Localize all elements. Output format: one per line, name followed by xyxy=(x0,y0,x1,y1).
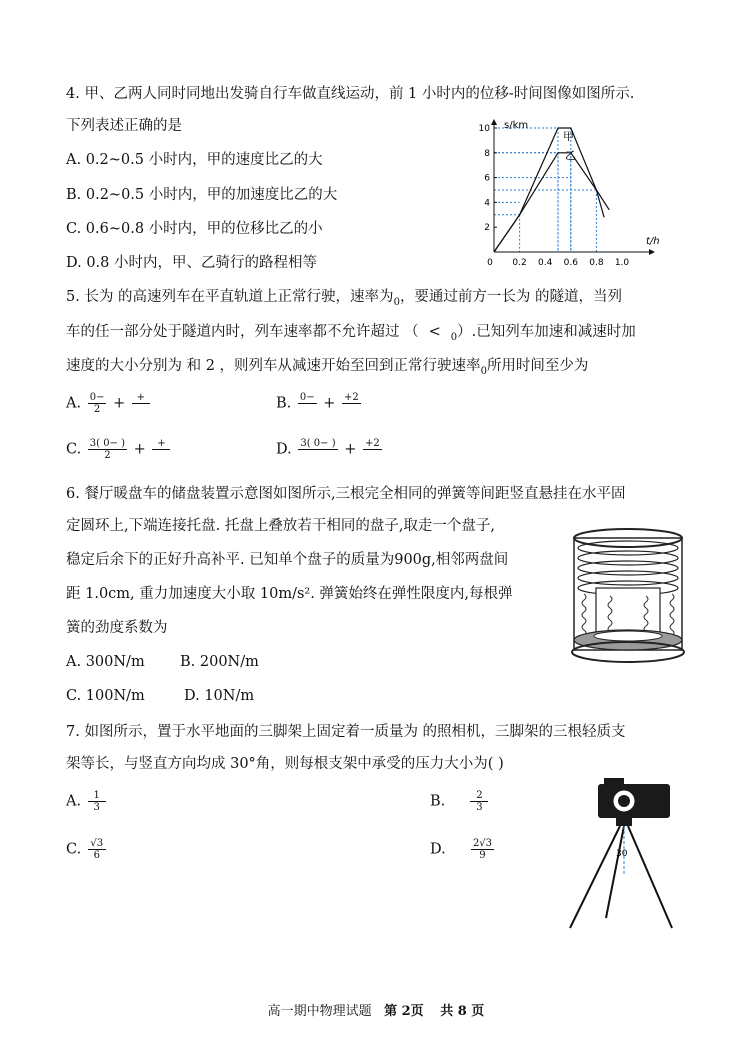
q7-option-b: B. $\frac{2}{3}$ xyxy=(430,790,490,813)
q4-option-a: A. 0.2~0.5 小时内，甲的速度比乙的大 xyxy=(66,152,323,168)
q4-y-tick-label: 2 xyxy=(484,223,490,234)
q4-stem-line2: 下列表述正确的是 xyxy=(66,118,182,134)
q4-series-jia-tail xyxy=(596,190,604,217)
tripod-leg-left xyxy=(570,826,620,928)
plate-warmer-diagram xyxy=(566,524,690,666)
angle-label: 30 xyxy=(616,849,628,859)
q4-label-jia: 甲 xyxy=(563,130,574,143)
q5-option-d: D. 3( 0− ) + +2 xyxy=(276,438,380,458)
q6-line4: 距 1.0cm, 重力加速度大小取 10m/s². 弹簧始终在弹性限度内,每根弹 xyxy=(66,586,513,602)
q7-option-a: A. $\frac{1}{3}$ xyxy=(66,790,108,813)
q4-x-tick-label: 0 xyxy=(487,258,493,268)
q4-series-yi-tail xyxy=(596,190,609,210)
q4-option-b: B. 0.2~0.5 小时内，甲的加速度比乙的大 xyxy=(66,187,338,203)
q5-option-b: B. 0− + +2 xyxy=(276,392,359,412)
q4-option-c: C. 0.6~0.8 小时内，甲的位移比乙的小 xyxy=(66,221,323,237)
q5-line2: 车的任一部分处于隧道内时，列车速率都不允许超过 （ < $_0$）.已知列车加速和减速时加 xyxy=(66,324,636,343)
q5-option-a: A. $\frac{0-}{2}$ + + xyxy=(66,392,152,415)
camera-tripod-diagram xyxy=(560,778,680,934)
tripod-leg-right xyxy=(628,826,672,928)
q7-line2: 架等长，与竖直方向均成 30°角，则每根支架中承受的压力大小为( ) xyxy=(66,756,504,772)
footer-total: 共 8 页 xyxy=(440,1004,485,1019)
q7-option-d: D. $\frac{2√3}{9}$ xyxy=(430,838,493,861)
q6-option-d: D. 10N/m xyxy=(184,688,255,704)
tripod-leg-middle xyxy=(606,826,624,918)
q4-series-yi xyxy=(494,153,596,252)
q6-line2: 定圆环上,下端连接托盘. 托盘上叠放若干相同的盘子,取走一个盘子, xyxy=(66,518,496,534)
q4-series-jia xyxy=(494,128,596,252)
q5-line3: 速度的大小分别为 和 2 ，则列车从减速开始至回到正常行驶速率$_0$所用时间至少为 xyxy=(66,358,589,377)
q4-y-tick-label: 10 xyxy=(478,124,490,134)
q7-option-c: C. $\frac{√3}{6}$ xyxy=(66,838,108,861)
q4-x-tick-label: 0.2 xyxy=(512,258,527,268)
q6-option-a: A. 300N/m xyxy=(66,654,145,670)
q4-position-time-graph xyxy=(474,114,674,274)
q4-stem-line1: 4. 甲、乙两人同时同地出发骑自行车做直线运动，前 1 小时内的位移-时间图像如图所示. xyxy=(66,86,635,102)
q6-line1: 6. 餐厅暖盘车的储盘装置示意图如图所示,三根完全相同的弹簧等间距竖直悬挂在水平固 xyxy=(66,486,626,502)
footer-title: 高一期中物理试题 xyxy=(267,1004,372,1019)
q6-line5: 簧的劲度系数为 xyxy=(66,620,168,636)
q6-option-c: C. 100N/m xyxy=(66,688,145,704)
q4-y-tick-label: 6 xyxy=(484,173,490,184)
q4-guide-lines xyxy=(494,128,596,252)
footer-page: 第 2页 xyxy=(384,1004,424,1019)
q5-option-c: C. $\frac{3( 0- )}{2}$ + + xyxy=(66,438,172,461)
q7-line1: 7. 如图所示，置于水平地面的三脚架上固定着一质量为 的照相机，三脚架的三根轻质支 xyxy=(66,724,626,740)
q4-y-axis-label: s/km xyxy=(504,120,529,131)
q4-x-tick-label: 0.4 xyxy=(538,258,553,268)
q4-x-tick-label: 0.8 xyxy=(589,258,604,268)
q4-y-tick-label: 4 xyxy=(484,198,490,209)
q4-x-tick-label: 0.6 xyxy=(563,258,578,268)
q4-y-tick-label: 8 xyxy=(484,148,490,159)
q4-option-d: D. 0.8 小时内，甲、乙骑行的路程相等 xyxy=(66,255,317,271)
q6-line3: 稳定后余下的正好升高补平. 已知单个盘子的质量为900g,相邻两盘间 xyxy=(66,552,509,568)
q4-label-yi: 乙 xyxy=(565,149,576,162)
q4-x-tick-label: 1.0 xyxy=(614,258,630,268)
q5-line1: 5. 长为 的高速列车在平直轨道上正常行驶，速率为$_0$，要通过前方一长为 的隧道，当列 xyxy=(66,289,623,308)
page-footer xyxy=(0,1000,752,1019)
q6-option-b: B. 200N/m xyxy=(180,654,259,670)
q4-x-axis-label: t/h xyxy=(646,236,660,247)
